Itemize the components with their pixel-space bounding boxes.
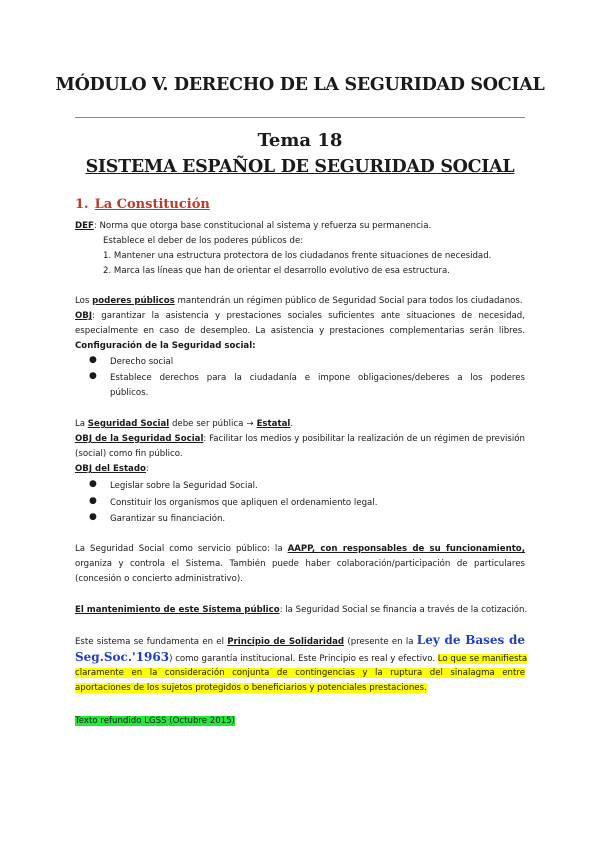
poderes-rest: mantendrán un régimen público de Seguridad Social para todos los ciudadanos. (174, 296, 523, 306)
obj-ss-line-1 (75, 433, 525, 445)
ley-bases-link: Ley de Bases de (416, 633, 525, 647)
servicio-line-3: (concesión o concierto administrativo). (75, 574, 243, 584)
tema-subtitle: SISTEMA ESPAÑOL DE SEGURIDAD SOCIAL (85, 157, 515, 177)
section-number: 1. (75, 197, 89, 212)
mantenimiento-line (75, 604, 527, 616)
def-text: : Norma que otorga base constitucional al sistema y refuerza su permanencia. (93, 221, 432, 231)
establece-line: Establece el deber de los poderes públicos de: (103, 236, 304, 246)
solidaridad-principio: Principio de Solidaridad (227, 637, 345, 647)
poderes-line (75, 295, 523, 307)
config-bullet-2: Establece derechos para la ciudadanía e impone obligaciones/deberes a los poderes (110, 373, 525, 383)
estado-bullet-3: Garantizar su financiación. (110, 514, 226, 524)
obj-estado-label: OBJ del Estado (75, 464, 146, 474)
tema-title: Tema 18 (257, 130, 343, 151)
solidaridad-line-2 (75, 651, 527, 665)
estado-bullet-1: Legislar sobre la Seguridad Social. (110, 481, 258, 491)
seguridad-prefix: La (75, 419, 88, 429)
config-bullet-2-cont: públicos. (110, 388, 149, 398)
config-label: Configuración de la Seguridad social: (75, 341, 256, 351)
seguridad-end: . (290, 419, 294, 429)
mantenimiento-label: El mantenimiento de este Sistema público (75, 605, 280, 615)
solidaridad-middle: (presente en la (344, 637, 417, 647)
estatal-keyword: Estatal (256, 419, 291, 429)
solidaridad-prefix: Este sistema se fundamenta en el (75, 637, 228, 647)
highlight-text-3: aportaciones de los sujetos protegidos o beneficiarios y potenciales prestaciones. (75, 683, 427, 693)
servicio-line-2: organiza y controla el Sistema. También puede haber colaboración/participación de particulares (75, 559, 525, 569)
servicio-line-1 (75, 543, 525, 555)
estado-bullet-2: Constituir los organismos que apliquen el ordenamiento legal. (110, 498, 378, 508)
bullet-icon: ● (89, 479, 97, 489)
def-line (75, 220, 431, 232)
bullet-icon: ● (89, 371, 97, 381)
section-heading-constitucion (75, 197, 210, 212)
obj-text-1: : garantizar la asistencia y prestaciones sociales suficientes ante situaciones de necesidad, (92, 311, 525, 321)
obj-estado-line (75, 463, 149, 475)
solidaridad-line-3 (75, 667, 525, 679)
mantenimiento-text: : la Seguridad Social se financia a través de la cotización. (279, 605, 528, 615)
bullet-icon: ● (89, 512, 97, 522)
solidaridad-line-1 (75, 634, 525, 648)
module-title: MÓDULO V. DERECHO DE LA SEGURIDAD SOCIAL (55, 75, 545, 95)
obj-line-2: especialmente en caso de desempleo. La asistencia y prestaciones complementarias serán libres. (75, 326, 525, 336)
poderes-prefix: Los (75, 296, 93, 306)
header-divider (75, 117, 525, 118)
right-arrow-icon: → (246, 419, 254, 429)
poderes-keyword: poderes públicos (92, 296, 175, 306)
solidaridad-line-4 (75, 682, 427, 694)
servicio-bold: AAPP, con responsables de su funcionamiento, (287, 544, 525, 554)
obj-ss-line-2: (social) como fin público. (75, 449, 183, 459)
config-bullet-1: Derecho social (110, 357, 174, 367)
footer-note-highlight: Texto refundido LGSS (Octubre 2015) (75, 716, 235, 726)
solidaridad-after-ley: ) como garantía institucional. Este Principio es real y efectivo. (169, 654, 438, 664)
servicio-prefix: La Seguridad Social como servicio público: la (75, 544, 288, 554)
highlight-text-2: claramente en la consideración conjunta de contingencias y la ruptura del sinalagma entre (75, 668, 525, 678)
bullet-icon: ● (89, 496, 97, 506)
obj-line-1 (75, 310, 525, 322)
def-label: DEF (75, 221, 94, 231)
establece-item-2: 2. Marca las líneas que han de orientar el desarrollo evolutivo de esa estructura. (103, 266, 450, 276)
bullet-icon: ● (89, 355, 97, 365)
ley-year-link: Seg.Soc.'1963 (75, 650, 170, 664)
obj-label: OBJ (75, 311, 93, 321)
section-title: La Constitución (94, 197, 210, 212)
footer-note (75, 715, 235, 727)
establece-item-1: 1. Mantener una estructura protectora de los ciudadanos frente situaciones de necesidad. (103, 251, 492, 261)
seguridad-middle: debe ser pública (169, 419, 244, 429)
obj-ss-text-1: : Facilitar los medios y posibilitar la realización de un régimen de previsión (203, 434, 525, 444)
obj-estado-colon: : (145, 464, 149, 474)
obj-ss-label: OBJ de la Seguridad Social (75, 434, 204, 444)
seguridad-line (75, 418, 293, 430)
highlight-text-1: Lo que se manifiesta (437, 654, 528, 664)
seguridad-keyword: Seguridad Social (87, 419, 170, 429)
